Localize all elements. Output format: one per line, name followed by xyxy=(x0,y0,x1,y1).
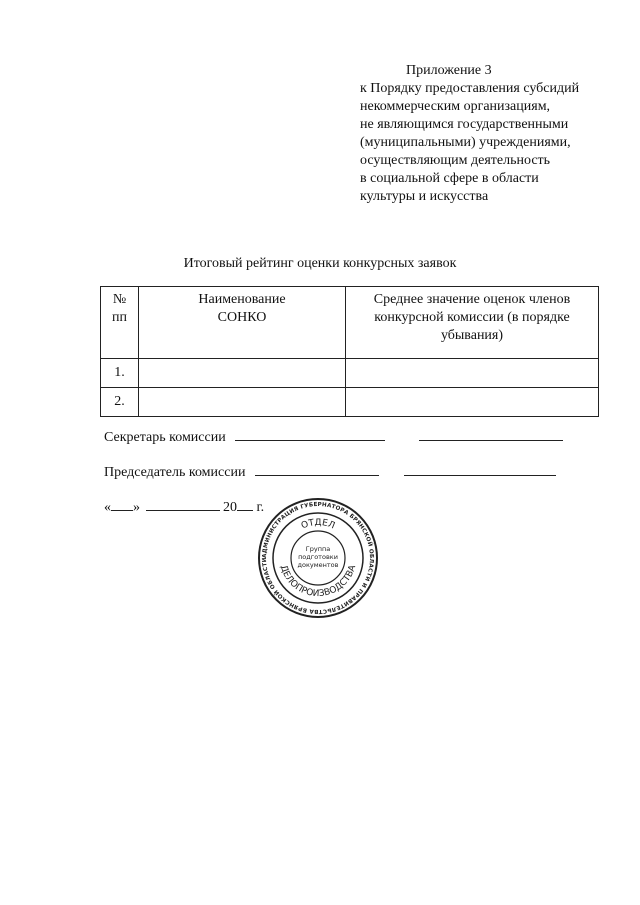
date-quote-close: » xyxy=(133,500,140,515)
row-score-cell xyxy=(346,388,599,417)
appendix-line: не являющимся государственными xyxy=(360,117,569,132)
chairman-name-blank xyxy=(404,463,556,476)
month-blank xyxy=(146,498,220,511)
year-blank xyxy=(237,498,253,511)
secretary-name-blank xyxy=(419,428,563,441)
document-title: Итоговый рейтинг оценки конкурсных заявок xyxy=(183,256,457,271)
chairman-label: Председатель комиссии xyxy=(104,465,246,480)
appendix-line: (муниципальными) учреждениями, xyxy=(360,135,571,150)
svg-text:ОТДЕЛ xyxy=(300,518,336,531)
row-number: 2. xyxy=(101,388,139,417)
stamp-seal-icon xyxy=(257,497,379,619)
row-name-cell xyxy=(139,388,346,417)
table-header-row xyxy=(101,287,599,359)
header-number: № пп xyxy=(101,287,139,359)
appendix-line: к Порядку предоставления субсидий xyxy=(360,81,580,96)
day-blank xyxy=(111,498,133,511)
secretary-signature-blank xyxy=(235,428,385,441)
stamp-center-line: документов xyxy=(297,561,339,569)
stamp-center-line: подготовки xyxy=(298,553,338,561)
appendix-block xyxy=(360,62,620,206)
chairman-signature-blank xyxy=(255,463,379,476)
appendix-line: некоммерческим организациям, xyxy=(360,99,551,114)
year-prefix: 20 xyxy=(223,500,237,515)
official-stamp xyxy=(257,497,379,619)
date-quote-open: « xyxy=(104,500,111,515)
table-row xyxy=(101,359,599,388)
chairman-signature-line xyxy=(104,463,556,481)
date-line xyxy=(104,498,264,516)
stamp-ring-top-text: ОТДЕЛ xyxy=(299,517,337,532)
appendix-line: осуществляющим деятельность xyxy=(360,153,551,168)
header-average-score: Среднее значение оценок членов конкурсной комиссии (в порядке убывания) xyxy=(346,287,599,359)
stamp-outer-text: АДМИНИСТРАЦИЯ ГУБЕРНАТОРА БРЯНСКОЙ ОБЛАСТИ И ПРАВИТЕЛЬСТВА БРЯНСКОЙ ОБЛАСТИ xyxy=(261,501,375,615)
table-row xyxy=(101,388,599,417)
year-suffix: г. xyxy=(256,500,265,515)
header-name: Наименование СОНКО xyxy=(139,287,346,359)
appendix-line: в социальной сфере в области xyxy=(360,171,539,186)
row-name-cell xyxy=(139,359,346,388)
rating-table xyxy=(100,286,599,417)
secretary-label: Секретарь комиссии xyxy=(104,430,226,445)
appendix-title: Приложение 3 xyxy=(406,63,492,78)
secretary-signature-line xyxy=(104,428,563,446)
stamp-center-line: Группа xyxy=(305,545,331,553)
stamp-ring-text: ДЕЛОПРОИЗВОДСТВА xyxy=(277,563,359,600)
row-score-cell xyxy=(346,359,599,388)
row-number: 1. xyxy=(101,359,139,388)
appendix-line: культуры и искусства xyxy=(360,189,489,204)
